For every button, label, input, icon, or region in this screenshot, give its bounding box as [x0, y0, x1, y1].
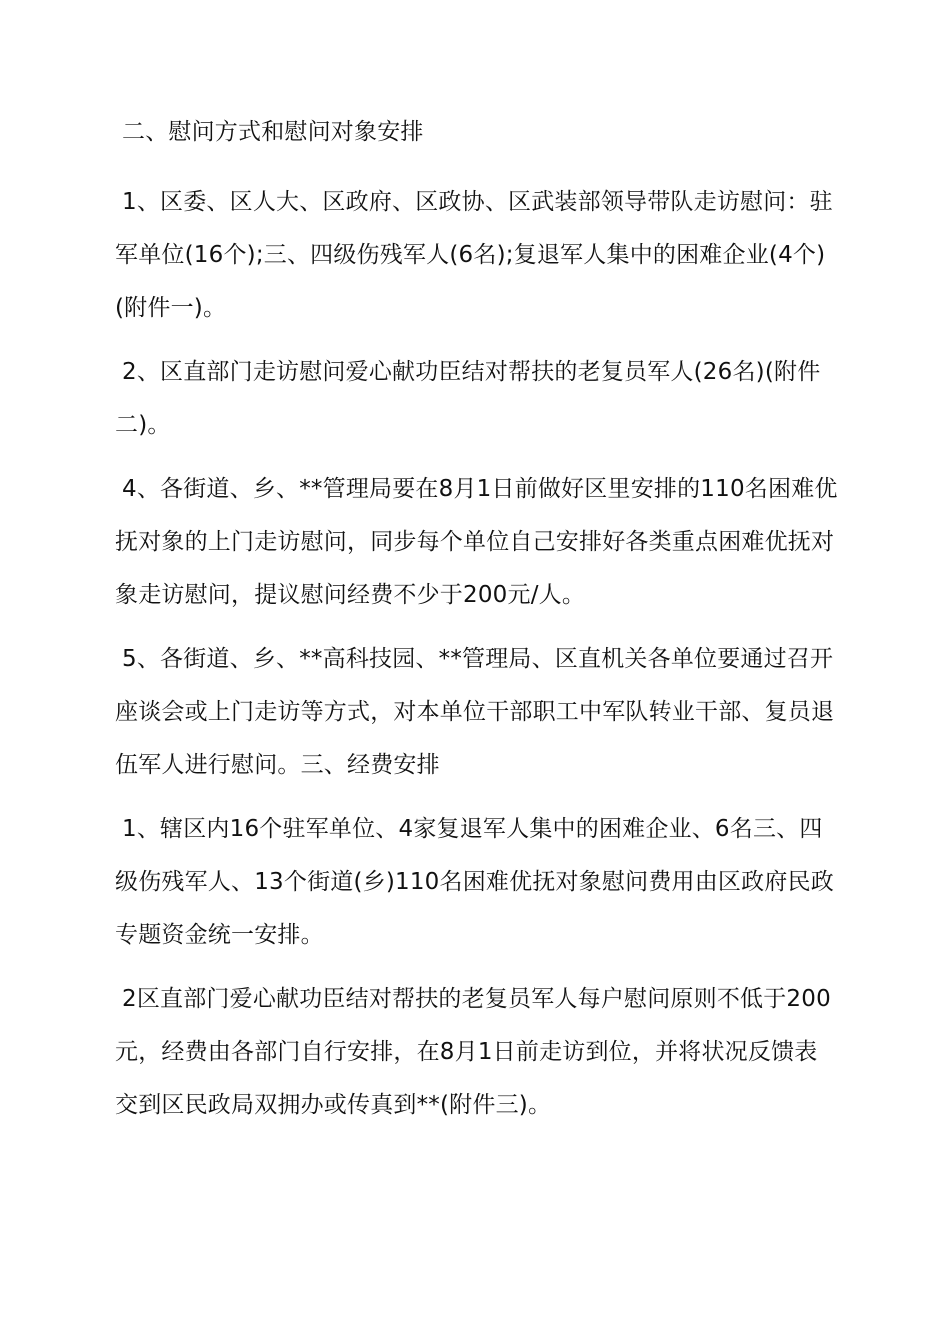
document-body [115, 112, 840, 1132]
paragraph-6: 2区直部门爱心献功臣结对帮扶的老复员军人每户慰问原则不低于200元，经费由各部门自行安排，在8月1日前走访到位，并将状况反馈表交到区民政局双拥办或传真到**(附件三)。 [115, 986, 831, 1118]
paragraph-4: 5、各街道、乡、**高科技园、**管理局、区直机关各单位要通过召开座谈会或上门走访等方式，对本单位干部职工中军队转业干部、复员退伍军人进行慰问。三、经费安排 [115, 646, 835, 778]
paragraph-1: 1、区委、区人大、区政府、区政协、区武装部领导带队走访慰问：驻军单位(16个);三、四级伤残军人(6名);复退军人集中的困难企业(4个)(附件一)。 [115, 189, 833, 321]
section-heading: 二、慰问方式和慰问对象安排 [122, 119, 424, 145]
paragraph-5: 1、辖区内16个驻军单位、4家复退军人集中的困难企业、6名三、四级伤残军人、13个街道(乡)110名困难优抚对象慰问费用由区政府民政专题资金统一安排。 [115, 816, 834, 948]
paragraph-3: 4、各街道、乡、**管理局要在8月1日前做好区里安排的110名困难优抚对象的上门走访慰问，同步每个单位自己安排好各类重点困难优抚对象走访慰问，提议慰问经费不少于200元/人。 [115, 476, 838, 608]
paragraph-2: 2、区直部门走访慰问爱心献功臣结对帮扶的老复员军人(26名)(附件二)。 [115, 359, 821, 438]
